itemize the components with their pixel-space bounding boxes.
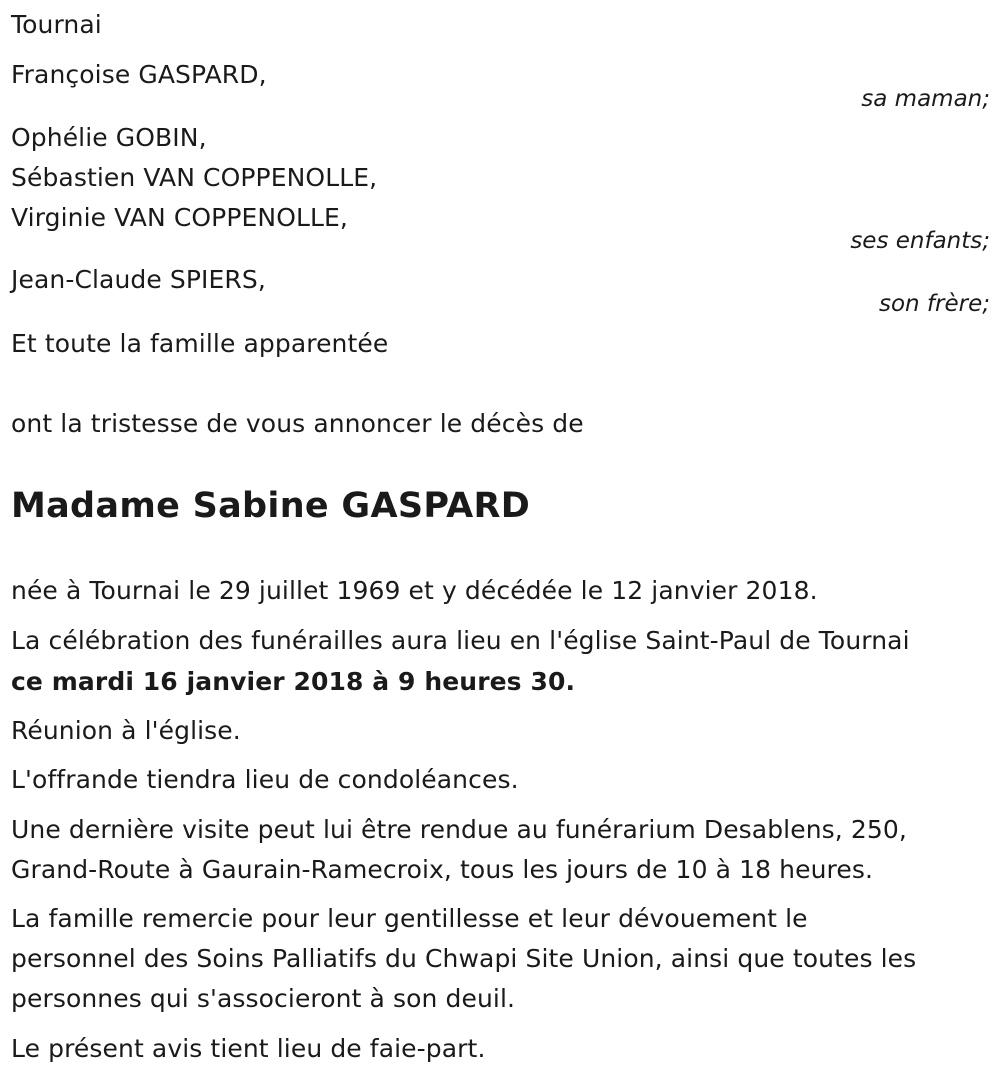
closing-note: Le présent avis tient lieu de faie-part.	[11, 1034, 486, 1063]
visit-info: Une dernière visite peut lui être rendue au funérarium Desablens, 250,	[11, 815, 907, 844]
thanks-info: La famille remercie pour leur gentillesse et leur dévouement le	[11, 904, 808, 933]
thanks-info: personnel des Soins Palliatifs du Chwapi Site Union, ainsi que toutes les	[11, 944, 917, 973]
birth-death-info: née à Tournai le 29 juillet 1969 et y décédée le 12 janvier 2018.	[11, 576, 818, 605]
visit-info: Grand-Route à Gaurain-Ramecroix, tous les jours de 10 à 18 heures.	[11, 855, 873, 884]
family-member-name: Virginie VAN COPPENOLLE,	[11, 203, 348, 232]
family-relation: son frère;	[878, 291, 990, 317]
family-member-name: Françoise GASPARD,	[11, 60, 267, 89]
family-relation: ses enfants;	[850, 228, 990, 254]
meeting-info: Réunion à l'église.	[11, 716, 241, 745]
deceased-name: Madame Sabine GASPARD	[11, 486, 531, 526]
ceremony-info: La célébration des funérailles aura lieu en l'église Saint-Paul de Tournai	[11, 626, 910, 655]
thanks-info: personnes qui s'associeront à son deuil.	[11, 984, 516, 1013]
family-member-name: Ophélie GOBIN,	[11, 123, 207, 152]
ceremony-date: ce mardi 16 janvier 2018 à 9 heures 30.	[11, 667, 576, 696]
family-member-name: Sébastien VAN COPPENOLLE,	[11, 163, 378, 192]
offering-info: L'offrande tiendra lieu de condoléances.	[11, 765, 519, 794]
family-member-name: Jean-Claude SPIERS,	[11, 265, 266, 294]
city: Tournai	[11, 10, 102, 39]
announcement: ont la tristesse de vous annoncer le décès de	[11, 409, 584, 438]
family-relation: sa maman;	[861, 86, 990, 112]
extended-family: Et toute la famille apparentée	[11, 329, 389, 358]
